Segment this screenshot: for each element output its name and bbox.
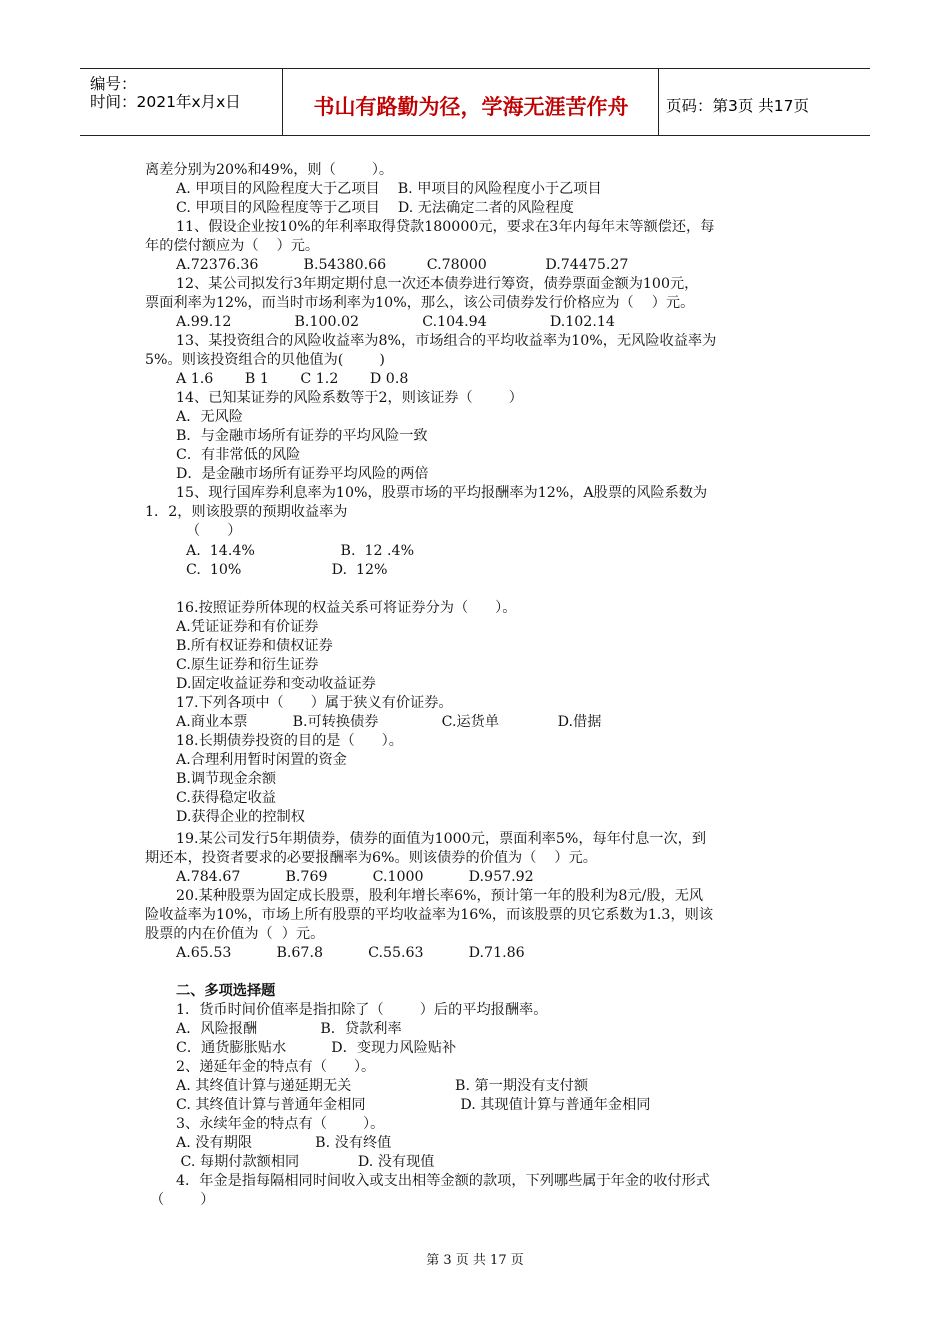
text-line: 11、假设企业按10%的年利率取得贷款180000元，要求在3年内每年末等额偿还，每 xyxy=(176,219,715,235)
text-line: A.65.53 B.67.8 C.55.63 D.71.86 xyxy=(176,945,525,961)
text-line: 险收益率为10%，市场上所有股票的平均收益率为16%，而该股票的贝它系数为1.3，则该 xyxy=(145,907,714,923)
text-line: 18.长期债券投资的目的是（ ）。 xyxy=(176,733,403,749)
text-line: 4．年金是指每隔相同时间收入或支出相等金额的款项，下列哪些属于年金的收付形式 xyxy=(176,1173,710,1189)
text-line: A.凭证证券和有价证券 xyxy=(176,619,319,635)
header-divider-left xyxy=(282,68,283,135)
text-line: A.商业本票 B.可转换债券 C.运货单 D.借据 xyxy=(176,714,602,730)
text-line: 19.某公司发行5年期债券，债券的面值为1000元，票面利率5%，每年付息一次，到 xyxy=(176,831,707,847)
text-line: D．是金融市场所有证券平均风险的两倍 xyxy=(176,466,429,482)
text-line: C. 其终值计算与普通年金相同 D. 其现值计算与普通年金相同 xyxy=(176,1097,651,1113)
text-line: 13、某投资组合的风险收益率为8%，市场组合的平均收益率为10%，无风险收益率为 xyxy=(176,333,717,349)
text-line: D.固定收益证券和变动收益证券 xyxy=(176,676,376,692)
text-line: 3、永续年金的特点有（ ）。 xyxy=(176,1116,385,1132)
text-line: 离差分别为20%和49%，则（ ）。 xyxy=(145,162,394,178)
text-line: 15、现行国库券利息率为10%，股票市场的平均报酬率为12%，A股票的风险系数为 xyxy=(176,485,708,501)
header-date: 时间：2021年x月x日 xyxy=(90,93,241,111)
header-number-label: 编号： xyxy=(90,75,137,93)
text-line: （ ） xyxy=(150,1192,215,1208)
text-line: 12、某公司拟发行3年期定期付息一次还本债券进行筹资，债券票面金额为100元， xyxy=(176,276,699,292)
text-line: C．通货膨胀贴水 D．变现力风险贴补 xyxy=(176,1040,457,1056)
text-line: C.原生证券和衍生证券 xyxy=(176,657,319,673)
text-line: A. 其终值计算与递延期无关 B. 第一期没有支付额 xyxy=(176,1078,589,1094)
text-line: A.合理利用暂时闲置的资金 xyxy=(176,752,347,768)
text-line: A.99.12 B.100.02 C.104.94 D.102.14 xyxy=(176,314,615,330)
text-line: A. 没有期限 B. 没有终值 xyxy=(176,1135,392,1151)
text-line: C. 甲项目的风险程度等于乙项目 D. 无法确定二者的风险程度 xyxy=(176,200,574,216)
text-line: 1．货币时间价值率是指扣除了（ ）后的平均报酬率。 xyxy=(176,1002,548,1018)
text-line: A. 甲项目的风险程度大于乙项目 B. 甲项目的风险程度小于乙项目 xyxy=(176,181,602,197)
text-line: C. 10% D. 12% xyxy=(186,562,388,578)
text-line: 20.某种股票为固定成长股票，股利年增长率6%，预计第一年的股利为8元/股，无风 xyxy=(176,888,704,904)
text-line: B.所有权证券和债权证券 xyxy=(176,638,333,654)
section-heading: 二、多项选择题 xyxy=(176,983,276,999)
text-line: 期还本，投资者要求的必要报酬率为6%。则该债券的价值为（ ）元。 xyxy=(145,850,597,866)
header-top-rule xyxy=(80,68,870,69)
text-line: A. 14.4% B. 12 .4% xyxy=(186,543,415,559)
header-motto: 书山有路勤为径，学海无涯苦作舟 xyxy=(313,95,629,119)
text-line: A．无风险 xyxy=(176,409,243,425)
text-line: 16.按照证券所体现的权益关系可将证券分为（ ）。 xyxy=(176,600,517,616)
text-line: B.调节现金余额 xyxy=(176,771,277,787)
text-line: C.获得稳定收益 xyxy=(176,790,276,806)
text-line: 1．2，则该股票的预期收益率为 xyxy=(145,504,348,520)
text-line: A．风险报酬 B．贷款利率 xyxy=(176,1021,402,1037)
text-line: A 1.6 B 1 C 1.2 D 0.8 xyxy=(176,371,409,387)
text-line: B．与金融市场所有证券的平均风险一致 xyxy=(176,428,428,444)
text-line: A.72376.36 B.54380.66 C.78000 D.74475.27 xyxy=(176,257,629,273)
text-line: 17.下列各项中（ ）属于狭义有价证券。 xyxy=(176,695,453,711)
text-line: （ ） xyxy=(186,523,242,539)
text-line: 2、递延年金的特点有（ ）。 xyxy=(176,1059,376,1075)
text-line: C．有非常低的风险 xyxy=(176,447,301,463)
text-line: 5%。则该投资组合的贝他值为( ) xyxy=(145,352,385,368)
page-footer: 第 3 页 共 17 页 xyxy=(426,1253,524,1268)
text-line: D.获得企业的控制权 xyxy=(176,809,305,825)
header-page-info: 页码：第3页 共17页 xyxy=(666,97,810,115)
text-line: C. 每期付款额相同 D. 没有现值 xyxy=(176,1154,435,1170)
text-line: 14、已知某证券的风险系数等于2，则该证券（ ） xyxy=(176,390,523,406)
text-line: 票面利率为12%，而当时市场利率为10%，那么，该公司债券发行价格应为（ ）元。 xyxy=(145,295,695,311)
header-bottom-rule xyxy=(80,135,870,136)
text-line: A.784.67 B.769 C.1000 D.957.92 xyxy=(176,869,534,885)
text-line: 股票的内在价值为（ ）元。 xyxy=(145,926,325,942)
header-divider-right xyxy=(658,68,659,135)
text-line: 年的偿付额应为（ ）元。 xyxy=(145,238,320,254)
